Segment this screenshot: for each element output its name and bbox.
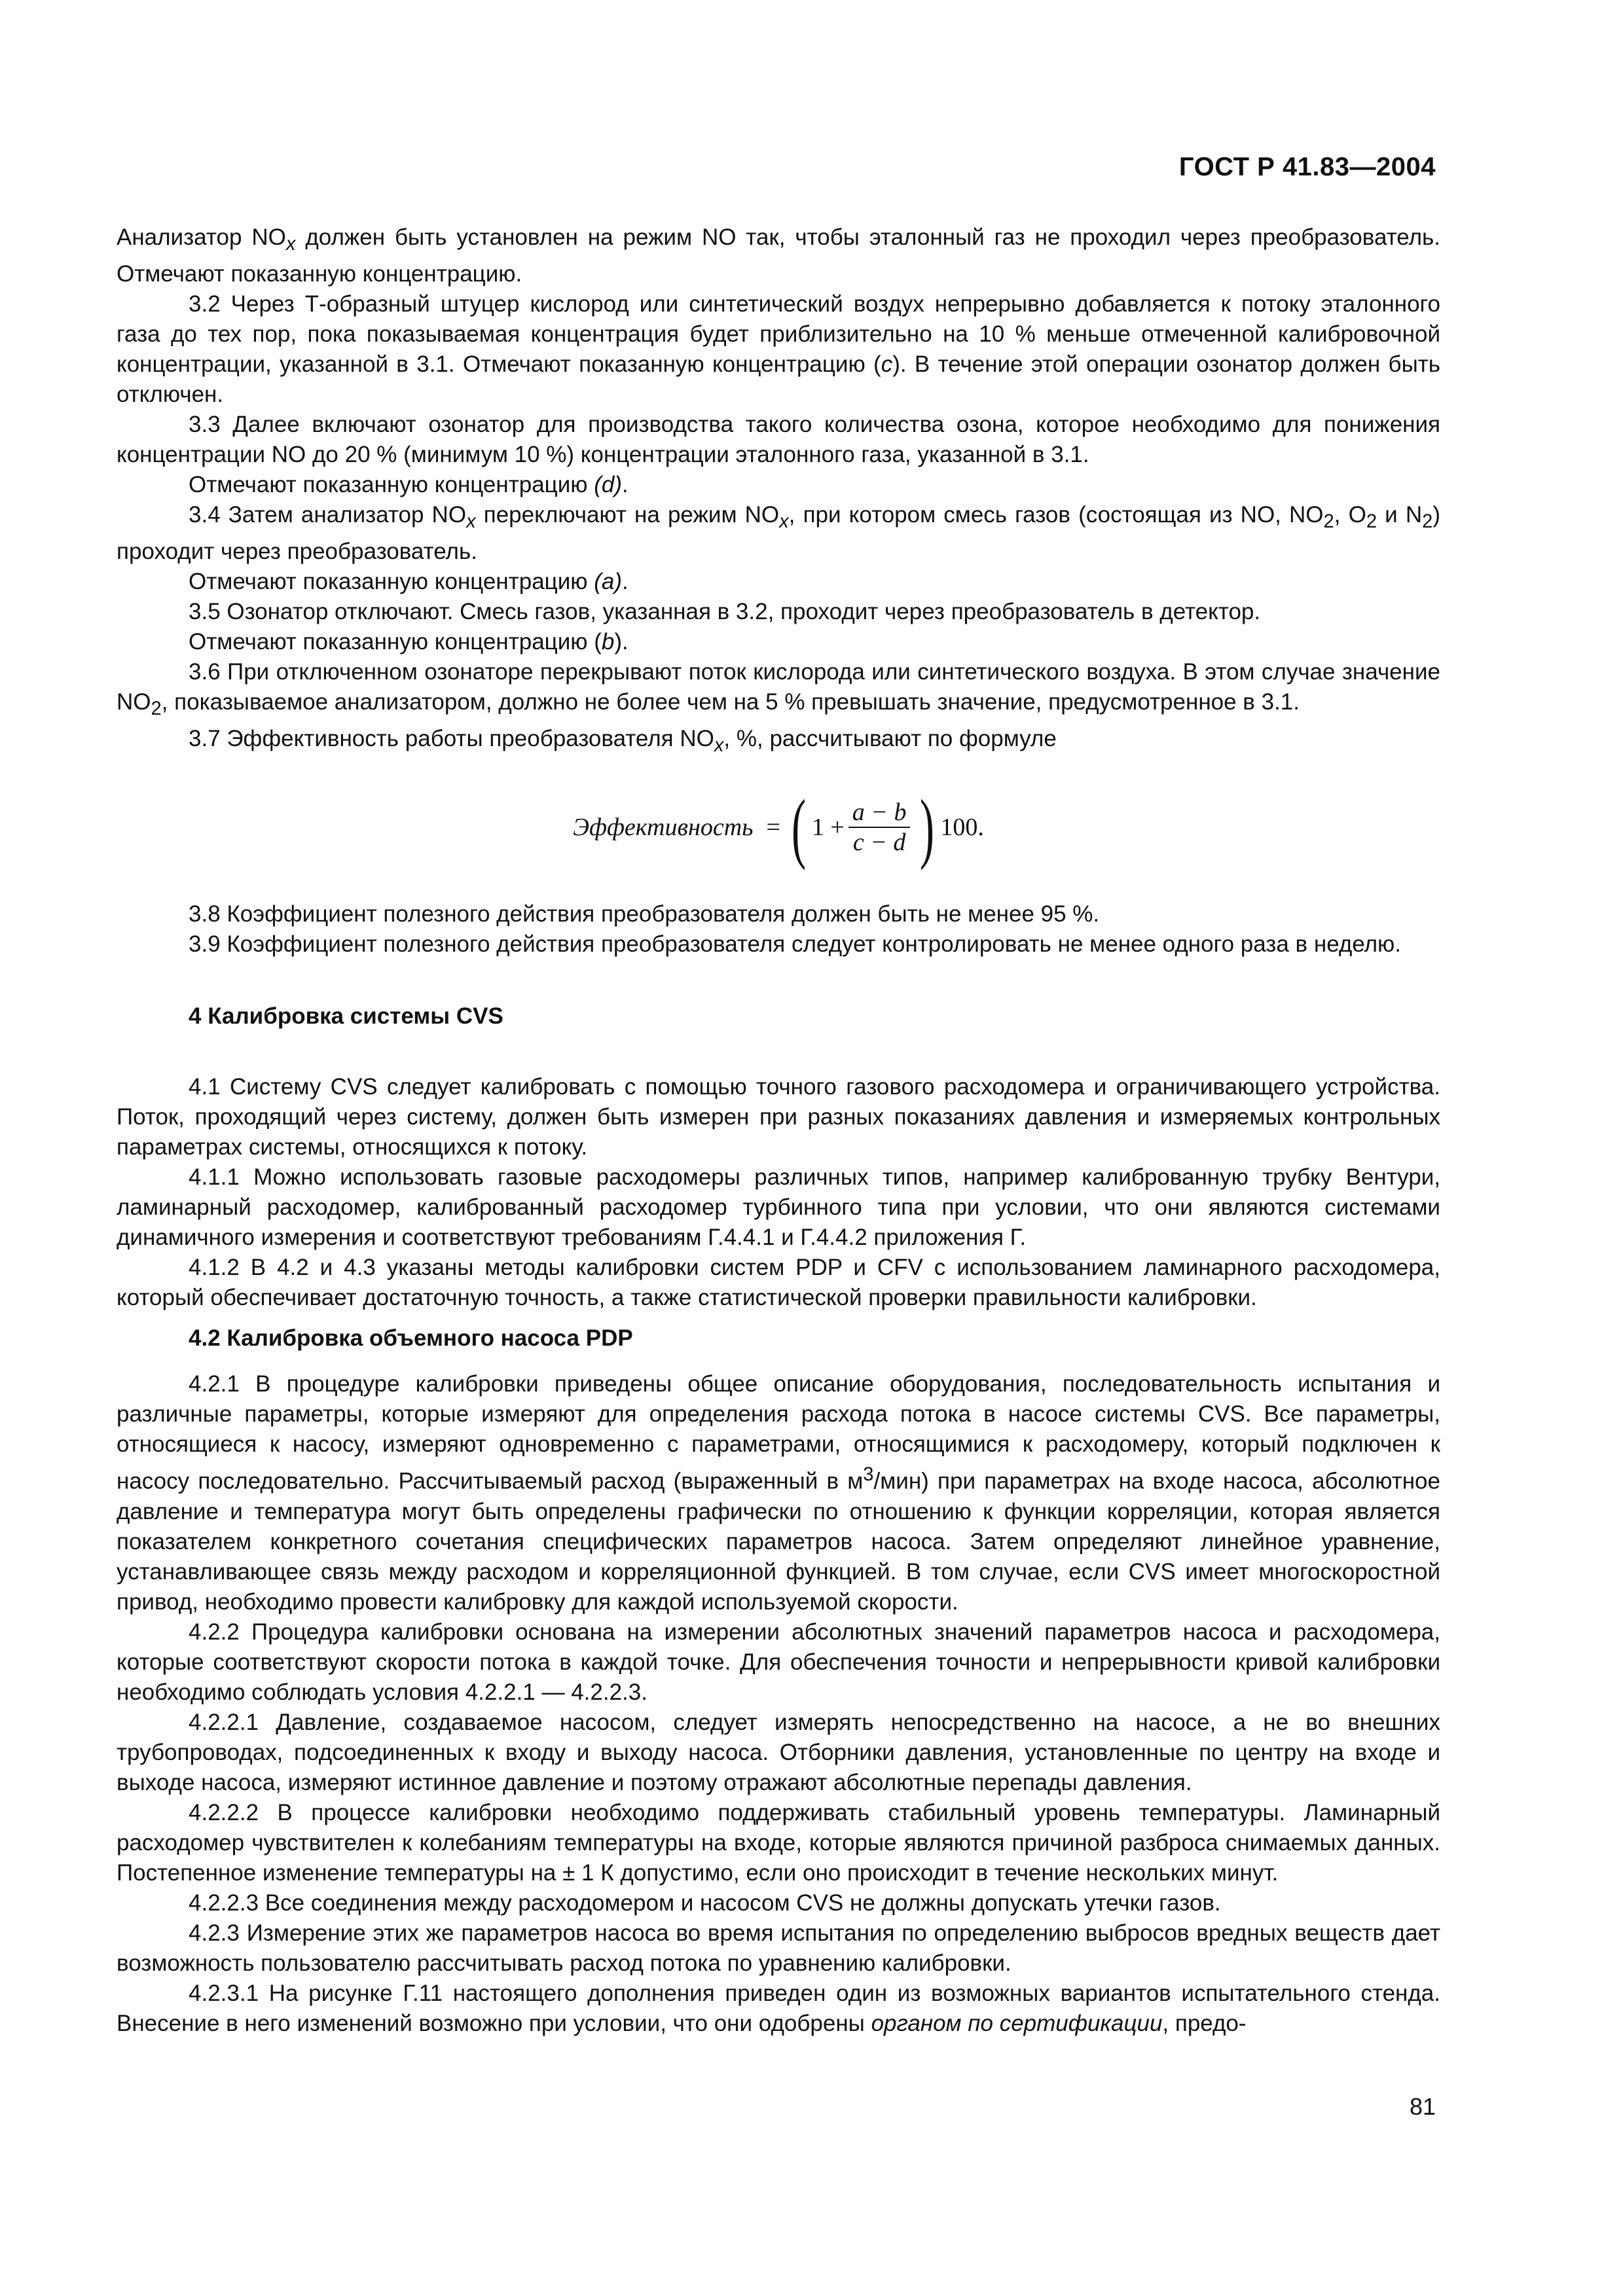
paragraph-4-1-2: 4.1.2 В 4.2 и 4.3 указаны методы калибровки систем PDP и CFV с использованием ламинарного расходомера, который обеспечивает достаточную точность, а также статистической проверки правильности калибровки. <box>117 1255 1440 1310</box>
formula-tail: 100. <box>940 814 984 841</box>
paragraph-3-8: 3.8 Коэффициент полезного действия преобразователя должен быть не менее 95 %. <box>189 901 1100 927</box>
formula-left-paren: ( <box>791 783 806 870</box>
paragraph-4-2-3-1: 4.2.3.1 На рисунке Г.11 настоящего дополнения приведен один из возможных вариантов испытательного стенда. Внесение в него изменений возможно при условии, что они одобрены органом по сертификации, предо- <box>117 1980 1440 2036</box>
formula-denominator: c − d <box>852 829 906 856</box>
paragraph-4-2-1: 4.2.1 В процедуре калибровки приведены общее описание оборудования, последовательность испытания и различные параметры, которые измеряют для определения расхода потока в насосе системы CVS. Все параметры, относящиеся к насосу, измеряют одновременно с параметрами, относящимися к расходомеру, который подключен к насосу последовательно. Рассчитываемый расход (выраженный в $м^3/мин$) при параметрах на входе насоса, абсолютное давление и температура могут быть определены графически по отношению к функции корреляции, которая является показателем конкретного сочетания специфических параметров насоса. Затем определяют линейное уравнение, устанавливающее связь между расходом и корреляционной функцией. В том случае, если CVS имеет многоскоростной привод, необходимо провести калибровку для каждой используемой скорости. <box>117 1371 1440 1615</box>
formula-numerator: a − b <box>848 798 911 828</box>
paragraph-3-4-note: Отмечают показанную концентрацию (a). <box>189 569 629 594</box>
document-body <box>117 223 1440 2039</box>
paragraph-3-3-note: Отмечают показанную концентрацию (d). <box>189 472 629 497</box>
paragraph-3-4: 3.4 Затем анализатор $NO_x$ переключают на режим $NO_x$, при котором смесь газов (состоящая из NO, $NO_2$, $O_2$ и $N_2$) проходит через преобразователь. <box>117 502 1440 564</box>
paragraph-3-6: 3.6 При отключенном озонаторе перекрывают поток кислорода или синтетического воздуха. В этом случае значение $NO_2$, показываемое анализатором, должно не более чем на 5 % превышать значение, предусмотренное в 3.1. <box>117 659 1440 719</box>
paragraph-4-2-2: 4.2.2 Процедура калибровки основана на измерении абсолютных значений параметров насоса и расходомера, которые соответствуют скорости потока в каждой точке. Для обеспечения точности и непрерывности кривой калибровки необходимо соблюдать условия 4.2.2.1 — 4.2.2.3. <box>117 1619 1440 1705</box>
paragraph-3-3: 3.3 Далее включают озонатор для производства такого количества озона, которое необходимо для понижения концентрации NO до 20 % (минимум 10 %) концентрации эталонного газа, указанной в 3.1. <box>117 412 1440 467</box>
paragraph-3-7: 3.7 Эффективность работы преобразователя $NO_x$, %, рассчитывают по формуле <box>189 726 1057 756</box>
document-header: ГОСТ Р 41.83—2004 <box>1178 152 1436 181</box>
paragraph-4-1-1: 4.1.1 Можно использовать газовые расходомеры различных типов, например калиброванную трубку Вентури, ламинарный расходомер, калиброванный расходомер турбинного типа при условии, что они являются системами динамичного измерения и соответствуют требованиям Г.4.4.1 и Г.4.4.2 приложения Г. <box>117 1164 1440 1250</box>
paragraph-4-1: 4.1 Систему CVS следует калибровать с помощью точного газового расходомера и ограничивающего устройства. Поток, проходящий через систему, должен быть измерен при разных показаниях давления и измеряемых контрольных параметрах системы, относящихся к потоку. <box>117 1074 1440 1160</box>
formula-fraction <box>848 798 911 857</box>
page-number: 81 <box>1409 2093 1436 2120</box>
paragraph-4-2-3: 4.2.3 Измерение этих же параметров насоса во время испытания по определению выбросов вредных веществ дает возможность пользователю рассчитывать расход потока по уравнению калибровки. <box>117 1920 1440 1976</box>
formula-one-plus: 1 + <box>811 814 845 841</box>
section-4-2-title: 4.2 Калибровка объемного насоса PDP <box>189 1325 633 1351</box>
paragraph-4-2-2-1: 4.2.2.1 Давление, создаваемое насосом, следует измерять непосредственно на насосе, а не во внешних трубопроводах, подсоединенных к входу и выходу насоса. Отборники давления, установленные по центру на входе и выходе насоса, измеряют истинное давление и поэтому отражают абсолютные перепады давления. <box>117 1709 1440 1795</box>
formula-right-paren: ) <box>920 783 935 870</box>
paragraph-3-5: 3.5 Озонатор отключают. Смесь газов, указанная в 3.2, проходит через преобразователь в детектор. <box>189 599 1261 624</box>
paragraph: Анализатор $NO_x$ должен быть установлен на режим NO так, чтобы эталонный газ не проходил через преобразователь. Отмечают показанную концентрацию. <box>117 224 1440 287</box>
efficiency-formula <box>117 783 1440 870</box>
paragraph-3-9: 3.9 Коэффициент полезного действия преобразователя следует контролировать не менее одного раза в неделю. <box>189 931 1402 957</box>
section-4-title: 4 Калибровка системы CVS <box>189 1003 503 1029</box>
paragraph-4-2-2-2: 4.2.2.2 В процессе калибровки необходимо поддерживать стабильный уровень температуры. Ламинарный расходомер чувствителен к колебаниям температуры на входе, которые являются причиной разброса снимаемых данных. Постепенное изменение температуры на ± 1 К допустимо, если оно происходит в течение нескольких минут. <box>117 1799 1440 1886</box>
paragraph-3-5-note: Отмечают показанную концентрацию (b). <box>189 629 629 655</box>
formula-equals: = <box>766 814 780 841</box>
paragraph-4-2-2-3: 4.2.2.3 Все соединения между расходомером и насосом CVS не должны допускать утечки газов. <box>189 1890 1221 1916</box>
paragraph-3-2: 3.2 Через Т-образный штуцер кислород или синтетический воздух непрерывно добавляется к потоку эталонного газа до тех пор, пока показываемая концентрация будет приблизительно на 10 % меньше отмеченной калибровочной концентрации, указанной в 3.1. Отмечают показанную концентрацию (c). В течение этой операции озонатор должен быть отключен. <box>117 291 1440 407</box>
formula-label: Эффективность <box>573 814 754 841</box>
